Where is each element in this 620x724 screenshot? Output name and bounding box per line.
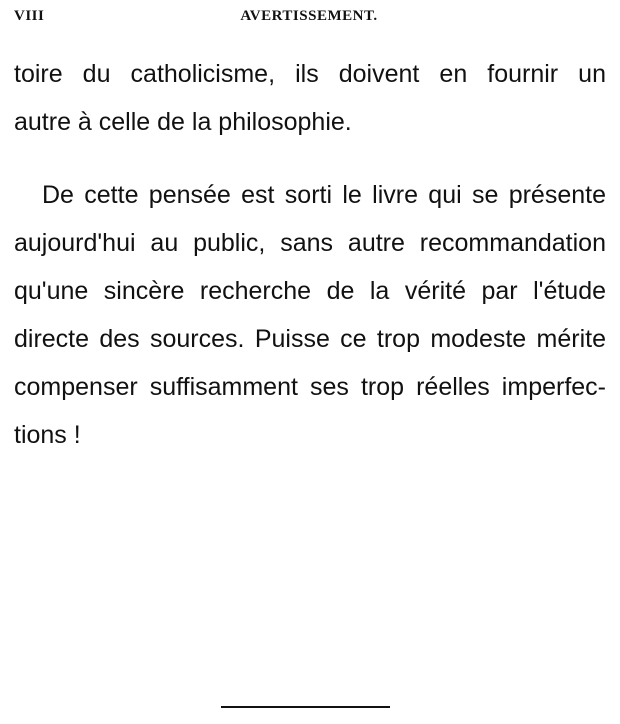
running-title: AVERTISSEMENT.	[240, 8, 378, 24]
text-line: directe des sources. Puisse ce trop modeste mérite	[14, 325, 606, 353]
page-header	[14, 8, 604, 32]
text-line: toire du catholicisme, ils doivent en fournir un	[14, 60, 606, 88]
text-line: autre à celle de la philosophie.	[14, 108, 352, 136]
paragraph-2	[14, 171, 606, 459]
text-line: compenser suffisamment ses trop réelles imperfec-	[14, 373, 606, 401]
text-line: De cette pensée est sorti le livre qui se présente	[42, 181, 606, 209]
page-number: VIII	[14, 8, 45, 24]
body-text	[14, 50, 606, 459]
text-line: aujourd'hui au public, sans autre recommandation	[14, 229, 606, 257]
paragraph-1	[14, 50, 606, 146]
text-line: tions !	[14, 421, 81, 449]
text-line: qu'une sincère recherche de la vérité par l'étude	[14, 277, 606, 305]
end-rule	[221, 706, 390, 708]
paragraph-gap	[14, 146, 606, 171]
